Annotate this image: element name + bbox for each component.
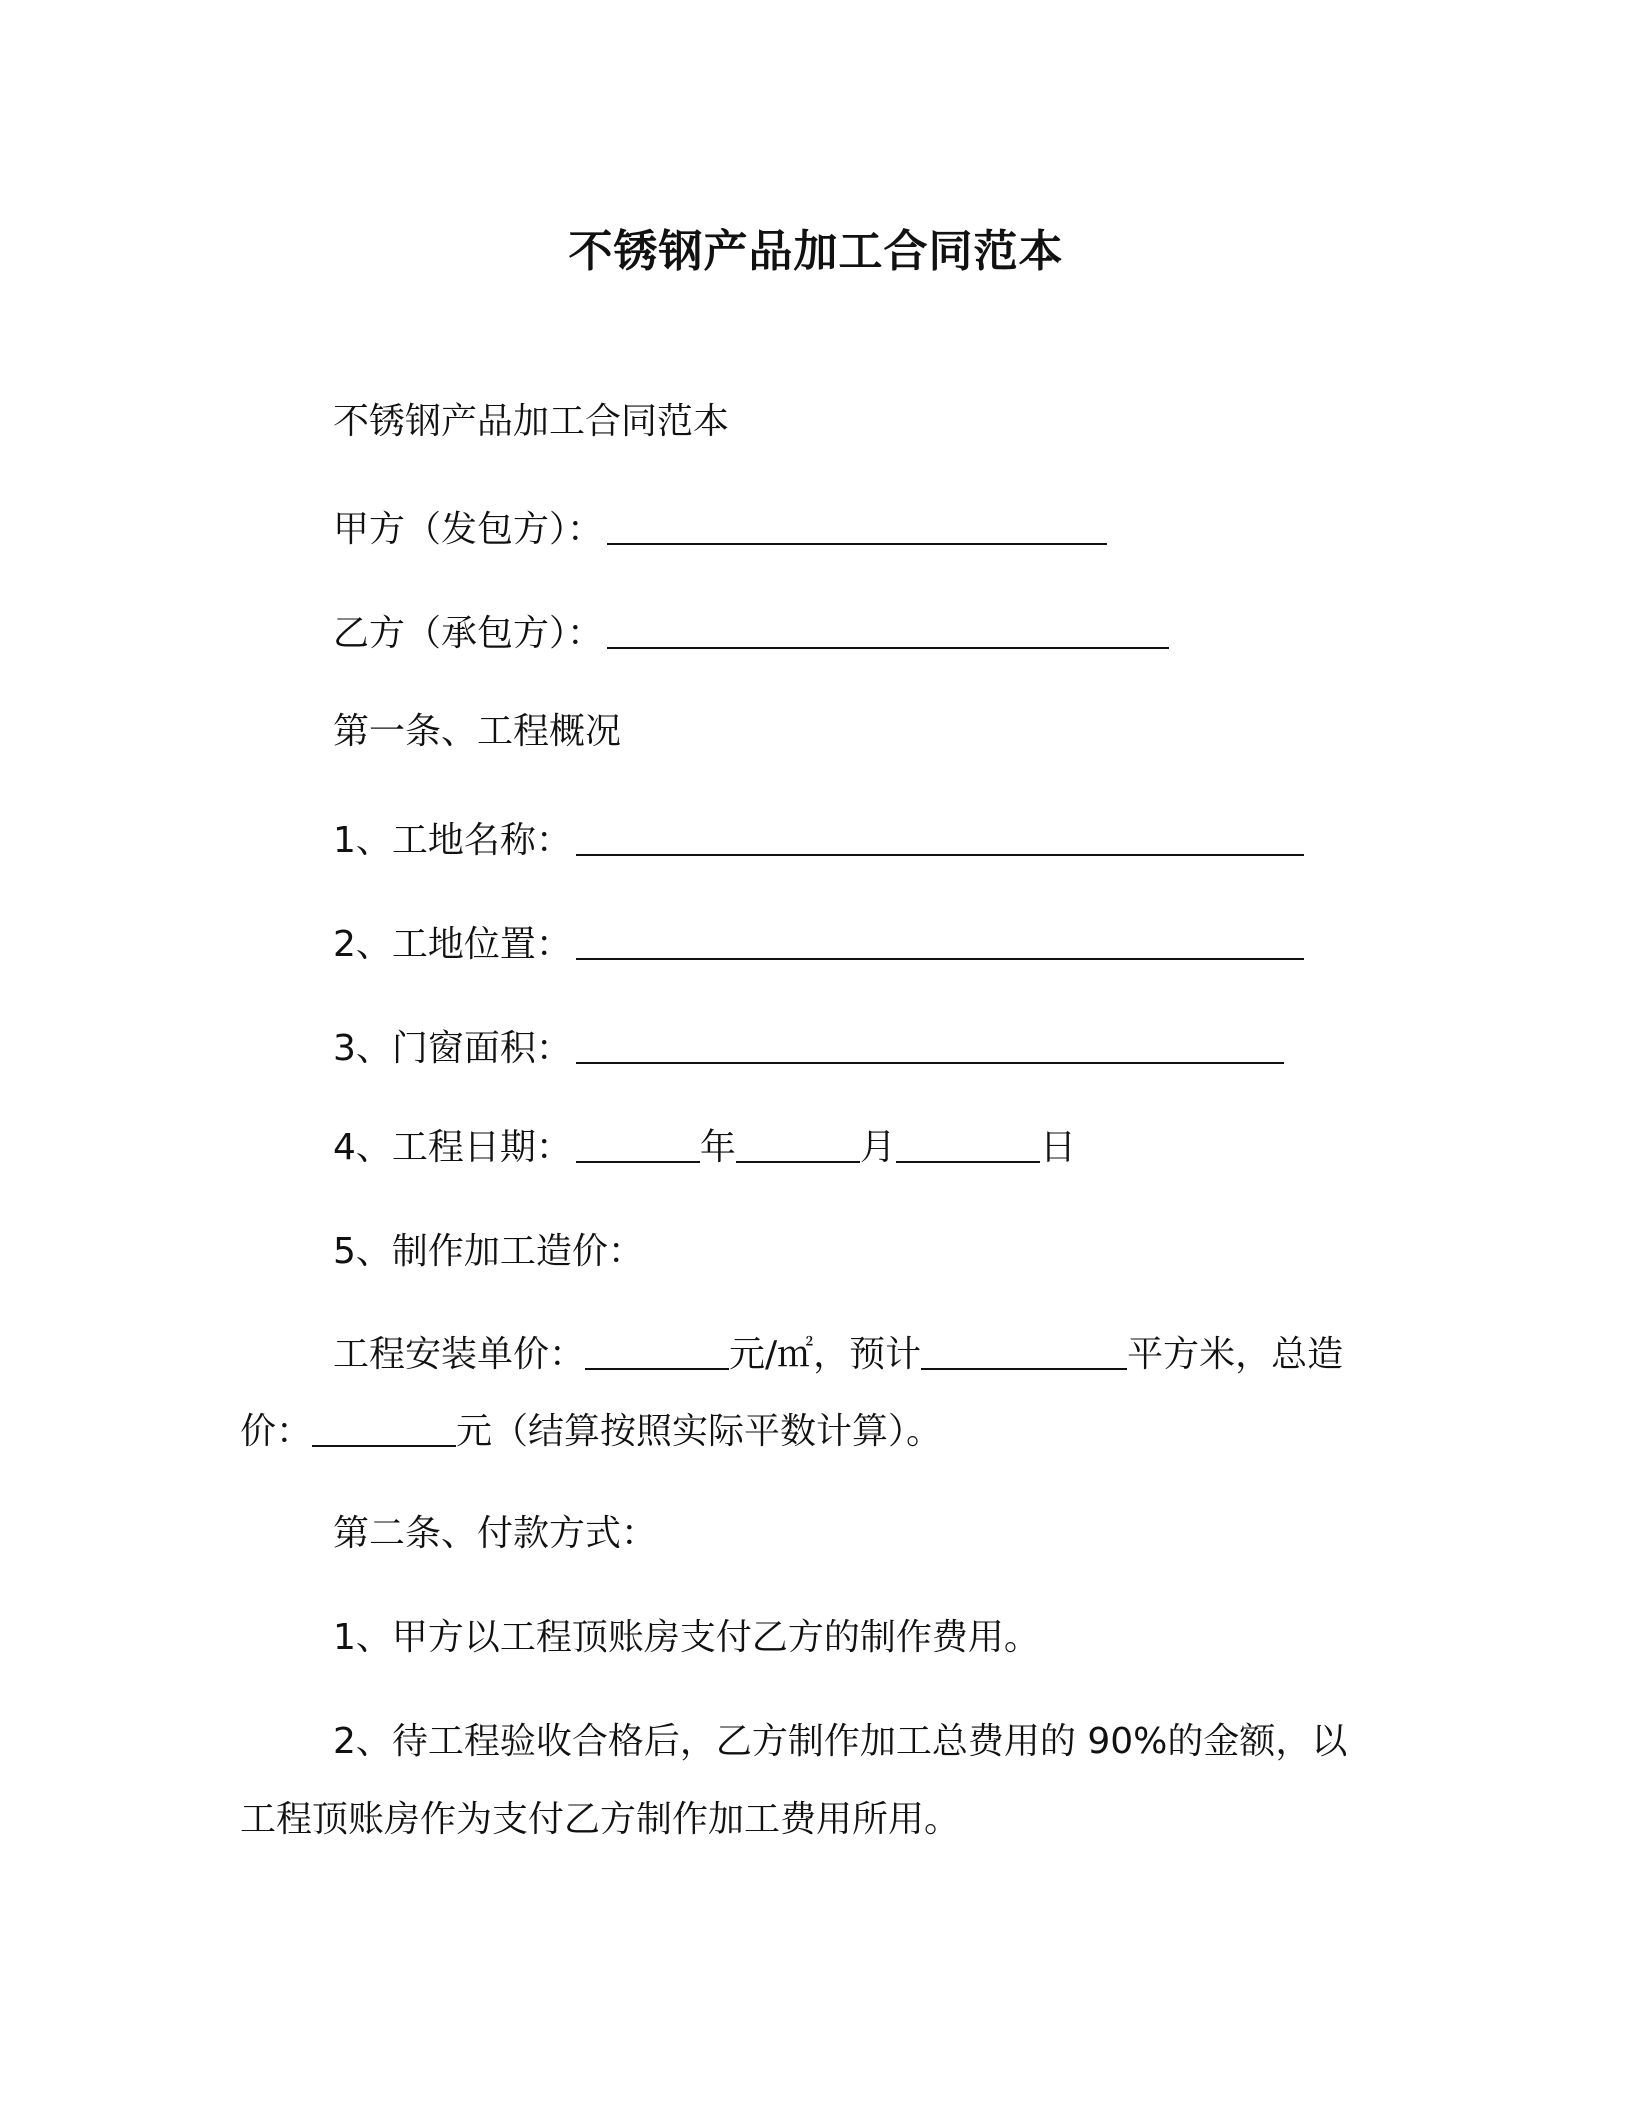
item5-label: 5、制作加工造价： bbox=[333, 1231, 644, 1272]
item2-line bbox=[333, 921, 1304, 969]
party-b-line bbox=[333, 610, 1169, 658]
document-title: 不锈钢产品加工合同范本 bbox=[568, 226, 1064, 277]
total-price-blank bbox=[312, 1413, 456, 1447]
document-subtitle: 不锈钢产品加工合同范本 bbox=[333, 401, 730, 442]
party-b-blank bbox=[607, 615, 1169, 649]
month-blank bbox=[736, 1129, 860, 1163]
item2-label: 2、工地位置： bbox=[333, 924, 572, 965]
article1-heading: 第一条、工程概况 bbox=[333, 711, 622, 752]
site-location-blank bbox=[576, 926, 1304, 960]
item4-label: 4、工程日期： bbox=[333, 1127, 572, 1168]
window-area-blank bbox=[576, 1030, 1284, 1064]
payment-clause-1: 1、甲方以工程顶账房支付乙方的制作费用。 bbox=[333, 1617, 1040, 1658]
article2-heading: 第二条、付款方式： bbox=[333, 1513, 658, 1554]
price-line1 bbox=[333, 1331, 1343, 1379]
party-a-line bbox=[333, 506, 1107, 554]
price-unit-label: 工程安装单价： bbox=[333, 1334, 586, 1375]
item1-line bbox=[333, 817, 1304, 865]
unit-price-blank bbox=[585, 1336, 729, 1370]
party-a-label: 甲方（发包方）： bbox=[333, 509, 604, 550]
year-label: 年 bbox=[699, 1127, 736, 1168]
payment-clause-2-line2: 工程顶账房作为支付乙方制作加工费用所用。 bbox=[240, 1799, 961, 1840]
area-blank bbox=[921, 1336, 1127, 1370]
price-area-suffix: 平方米，总造 bbox=[1127, 1334, 1344, 1375]
year-blank bbox=[576, 1129, 700, 1163]
price-total-label: 价： bbox=[240, 1411, 313, 1452]
site-name-blank bbox=[576, 822, 1304, 856]
price-line2 bbox=[240, 1408, 942, 1456]
item1-label: 1、工地名称： bbox=[333, 820, 572, 861]
day-blank bbox=[896, 1129, 1040, 1163]
price-total-suffix: 元（结算按照实际平数计算）。 bbox=[456, 1411, 943, 1452]
party-a-blank bbox=[607, 511, 1107, 545]
item4-line bbox=[333, 1124, 1076, 1172]
day-label: 日 bbox=[1039, 1127, 1076, 1168]
party-b-label: 乙方（承包方）： bbox=[333, 613, 604, 654]
payment-clause-2-line1: 2、待工程验收合格后，乙方制作加工总费用的 90%的金额，以 bbox=[333, 1721, 1348, 1762]
item3-label: 3、门窗面积： bbox=[333, 1028, 572, 1069]
item3-line bbox=[333, 1025, 1284, 1073]
price-unit-suffix: 元/㎡，预计 bbox=[729, 1334, 922, 1375]
month-label: 月 bbox=[859, 1127, 896, 1168]
